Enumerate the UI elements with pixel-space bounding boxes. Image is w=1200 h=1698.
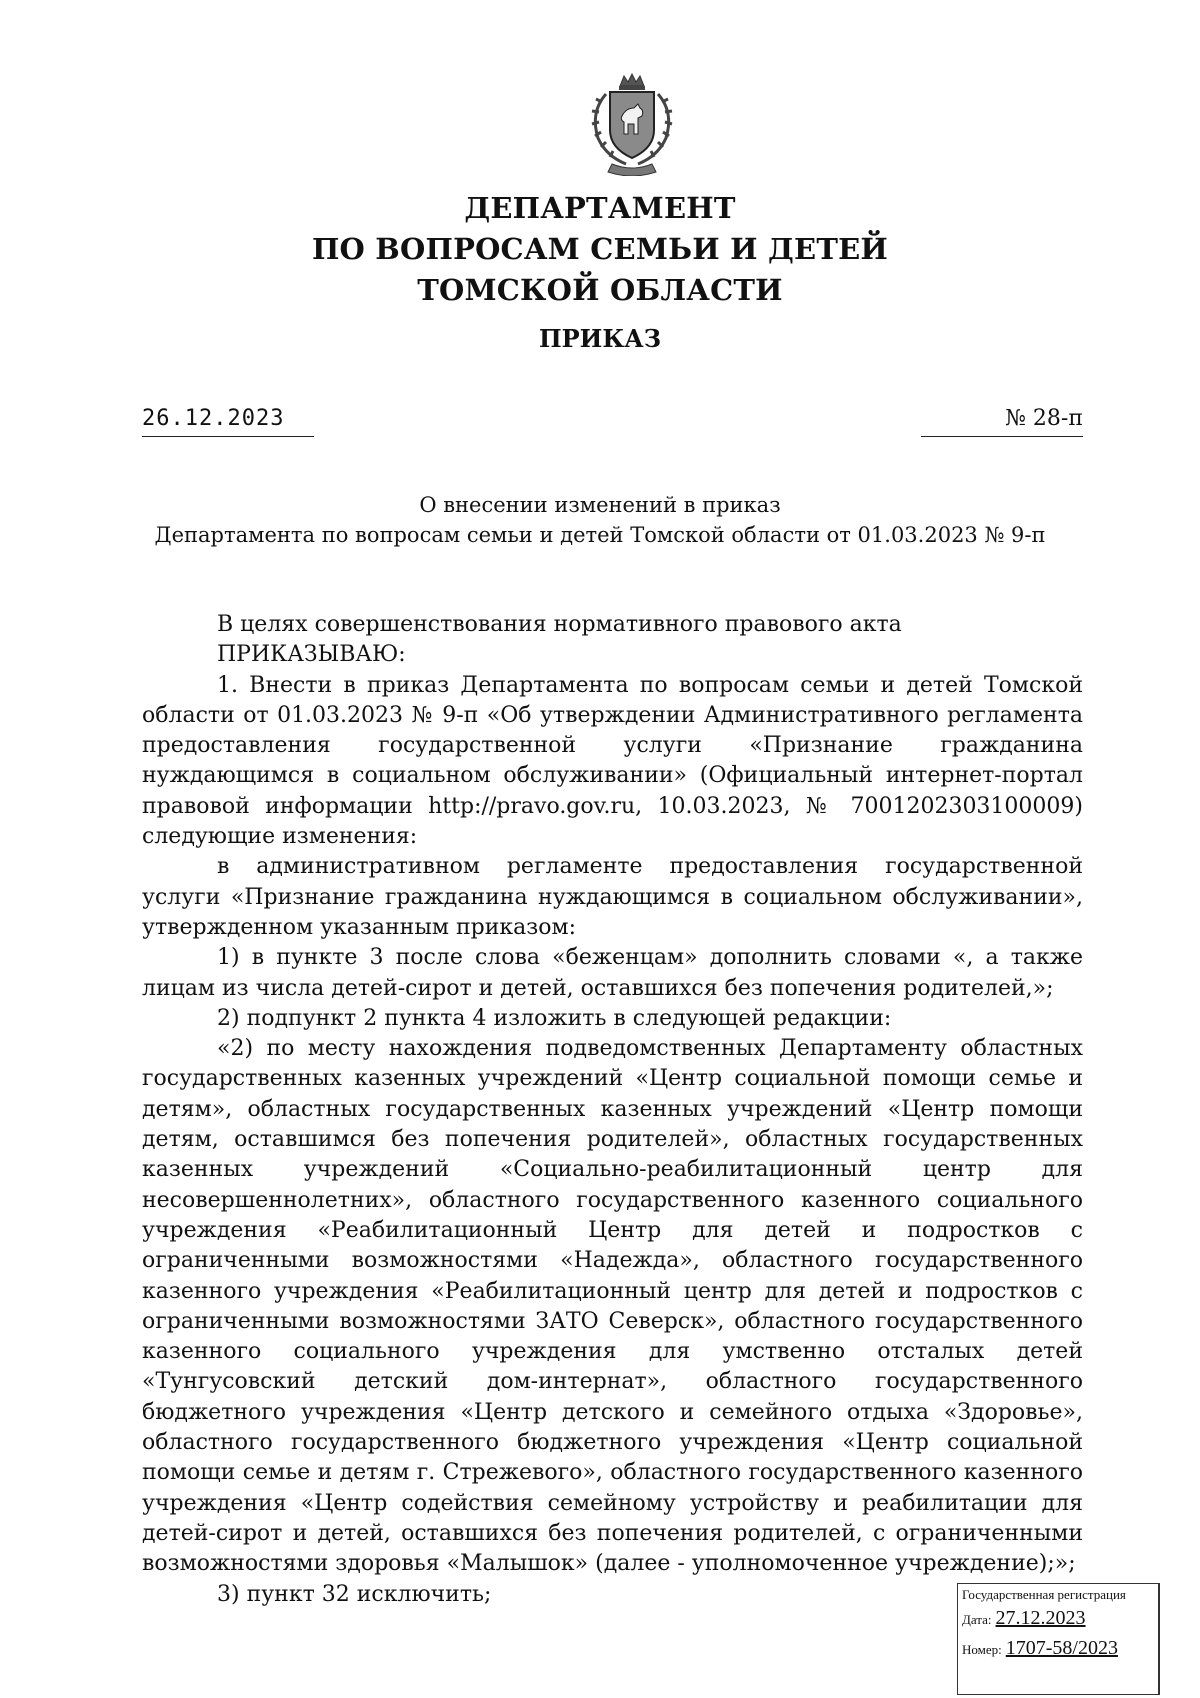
paragraph-order: ПРИКАЗЫВАЮ: [217, 642, 406, 668]
stamp-title: Государственная регистрация [962, 1587, 1126, 1602]
stamp-number-value: 1707-58/2023 [1005, 1637, 1118, 1659]
stamp-date-label: Дата: [962, 1612, 992, 1627]
stamp-date-value: 27.12.2023 [995, 1607, 1086, 1629]
order-subject-line-2: Департамента по вопросам семьи и детей Томской области от 01.03.2023 № 9-п [154, 523, 1046, 547]
paragraph-purpose: В целях совершенствования нормативного правового акта [217, 612, 902, 637]
order-date: 26.12.2023 [142, 404, 314, 437]
paragraph-item-1: 1. Внести в приказ Департамента по вопросам семьи и детей Томской области от 01.03.2023 № 9-п «Об утверждении Административного регламента предоставления государственной услуги «Признание гражданина нуждающимся в социальном обслуживании» (Официальный интернет-портал правовой информации http://pravo.gov.ru, 10.03.2023, № 7001202303100009) следующие изменения: [142, 672, 1083, 850]
tomsk-region-coat-of-arms-icon [572, 72, 692, 176]
paragraph-subitem-2: 2) подпункт 2 пункта 4 изложить в следующей редакции: [217, 1005, 892, 1031]
document-type: ПРИКАЗ [538, 324, 662, 353]
paragraph-subitem-3: 3) пункт 32 исключить; [217, 1581, 492, 1607]
order-number: № 28-п [921, 404, 1083, 437]
paragraph-regulation: в административном регламенте предоставления государственной услуги «Признание гражданина нуждающимся в социальном обслуживании», утвержденном указанным приказом: [142, 854, 1083, 940]
stamp-number-label: Номер: [962, 1642, 1002, 1657]
registration-stamp [957, 1583, 1160, 1695]
department-title-line-2: ПО ВОПРОСАМ СЕМЬИ И ДЕТЕЙ [311, 232, 889, 266]
paragraph-subitem-1: 1) в пункте 3 после слова «беженцам» дополнить словами «, а также лицам из числа детей-сирот и детей, оставшихся без попечения родителей,»; [142, 945, 1083, 1001]
order-subject-line-1: О внесении изменений в приказ [419, 493, 781, 517]
order-body [142, 610, 1083, 1610]
paragraph-subitem-2-text: «2) по месту нахождения подведомственных Департаменту областных государственных казенных учреждений «Центр социальной помощи семье и детям», областных государственных казенных учреждений «Центр помощи детям, оставшимся без попечения родителей», областных государственных казенных учреждений «Социально-реабилитационный центр для несовершеннолетних», областного государственного казенного социального учреждения «Реабилитационный Центр для детей и подростков с ограниченными возможностями «Надежда», областного государственного казенного учреждения «Реабилитационный центр для детей и подростков с ограниченными возможностями ЗАТО Северск», областного государственного казенного социального учреждения для умственно отсталых детей «Тунгусовский детский дом-интернат», областного государственного бюджетного учреждения «Центр детского и семейного отдыха «Здоровье», областного государственного бюджетного учреждения «Центр социальной помощи семье и детям г. Стрежевого», областного государственного казенного учреждения «Центр содействия семейному устройству и реабилитации для детей-сирот и детей, оставшихся без попечения родителей, с ограниченными возможностями здоровья «Малышок» (далее - уполномоченное учреждение);»; [142, 1036, 1083, 1577]
stamp-date-row [958, 1604, 1158, 1634]
department-title [0, 188, 1200, 311]
stamp-number-row [958, 1634, 1158, 1664]
order-subject [0, 490, 1200, 550]
department-title-line-1: ДЕПАРТАМЕНТ [464, 191, 736, 225]
department-title-line-3: ТОМСКОЙ ОБЛАСТИ [417, 273, 783, 307]
